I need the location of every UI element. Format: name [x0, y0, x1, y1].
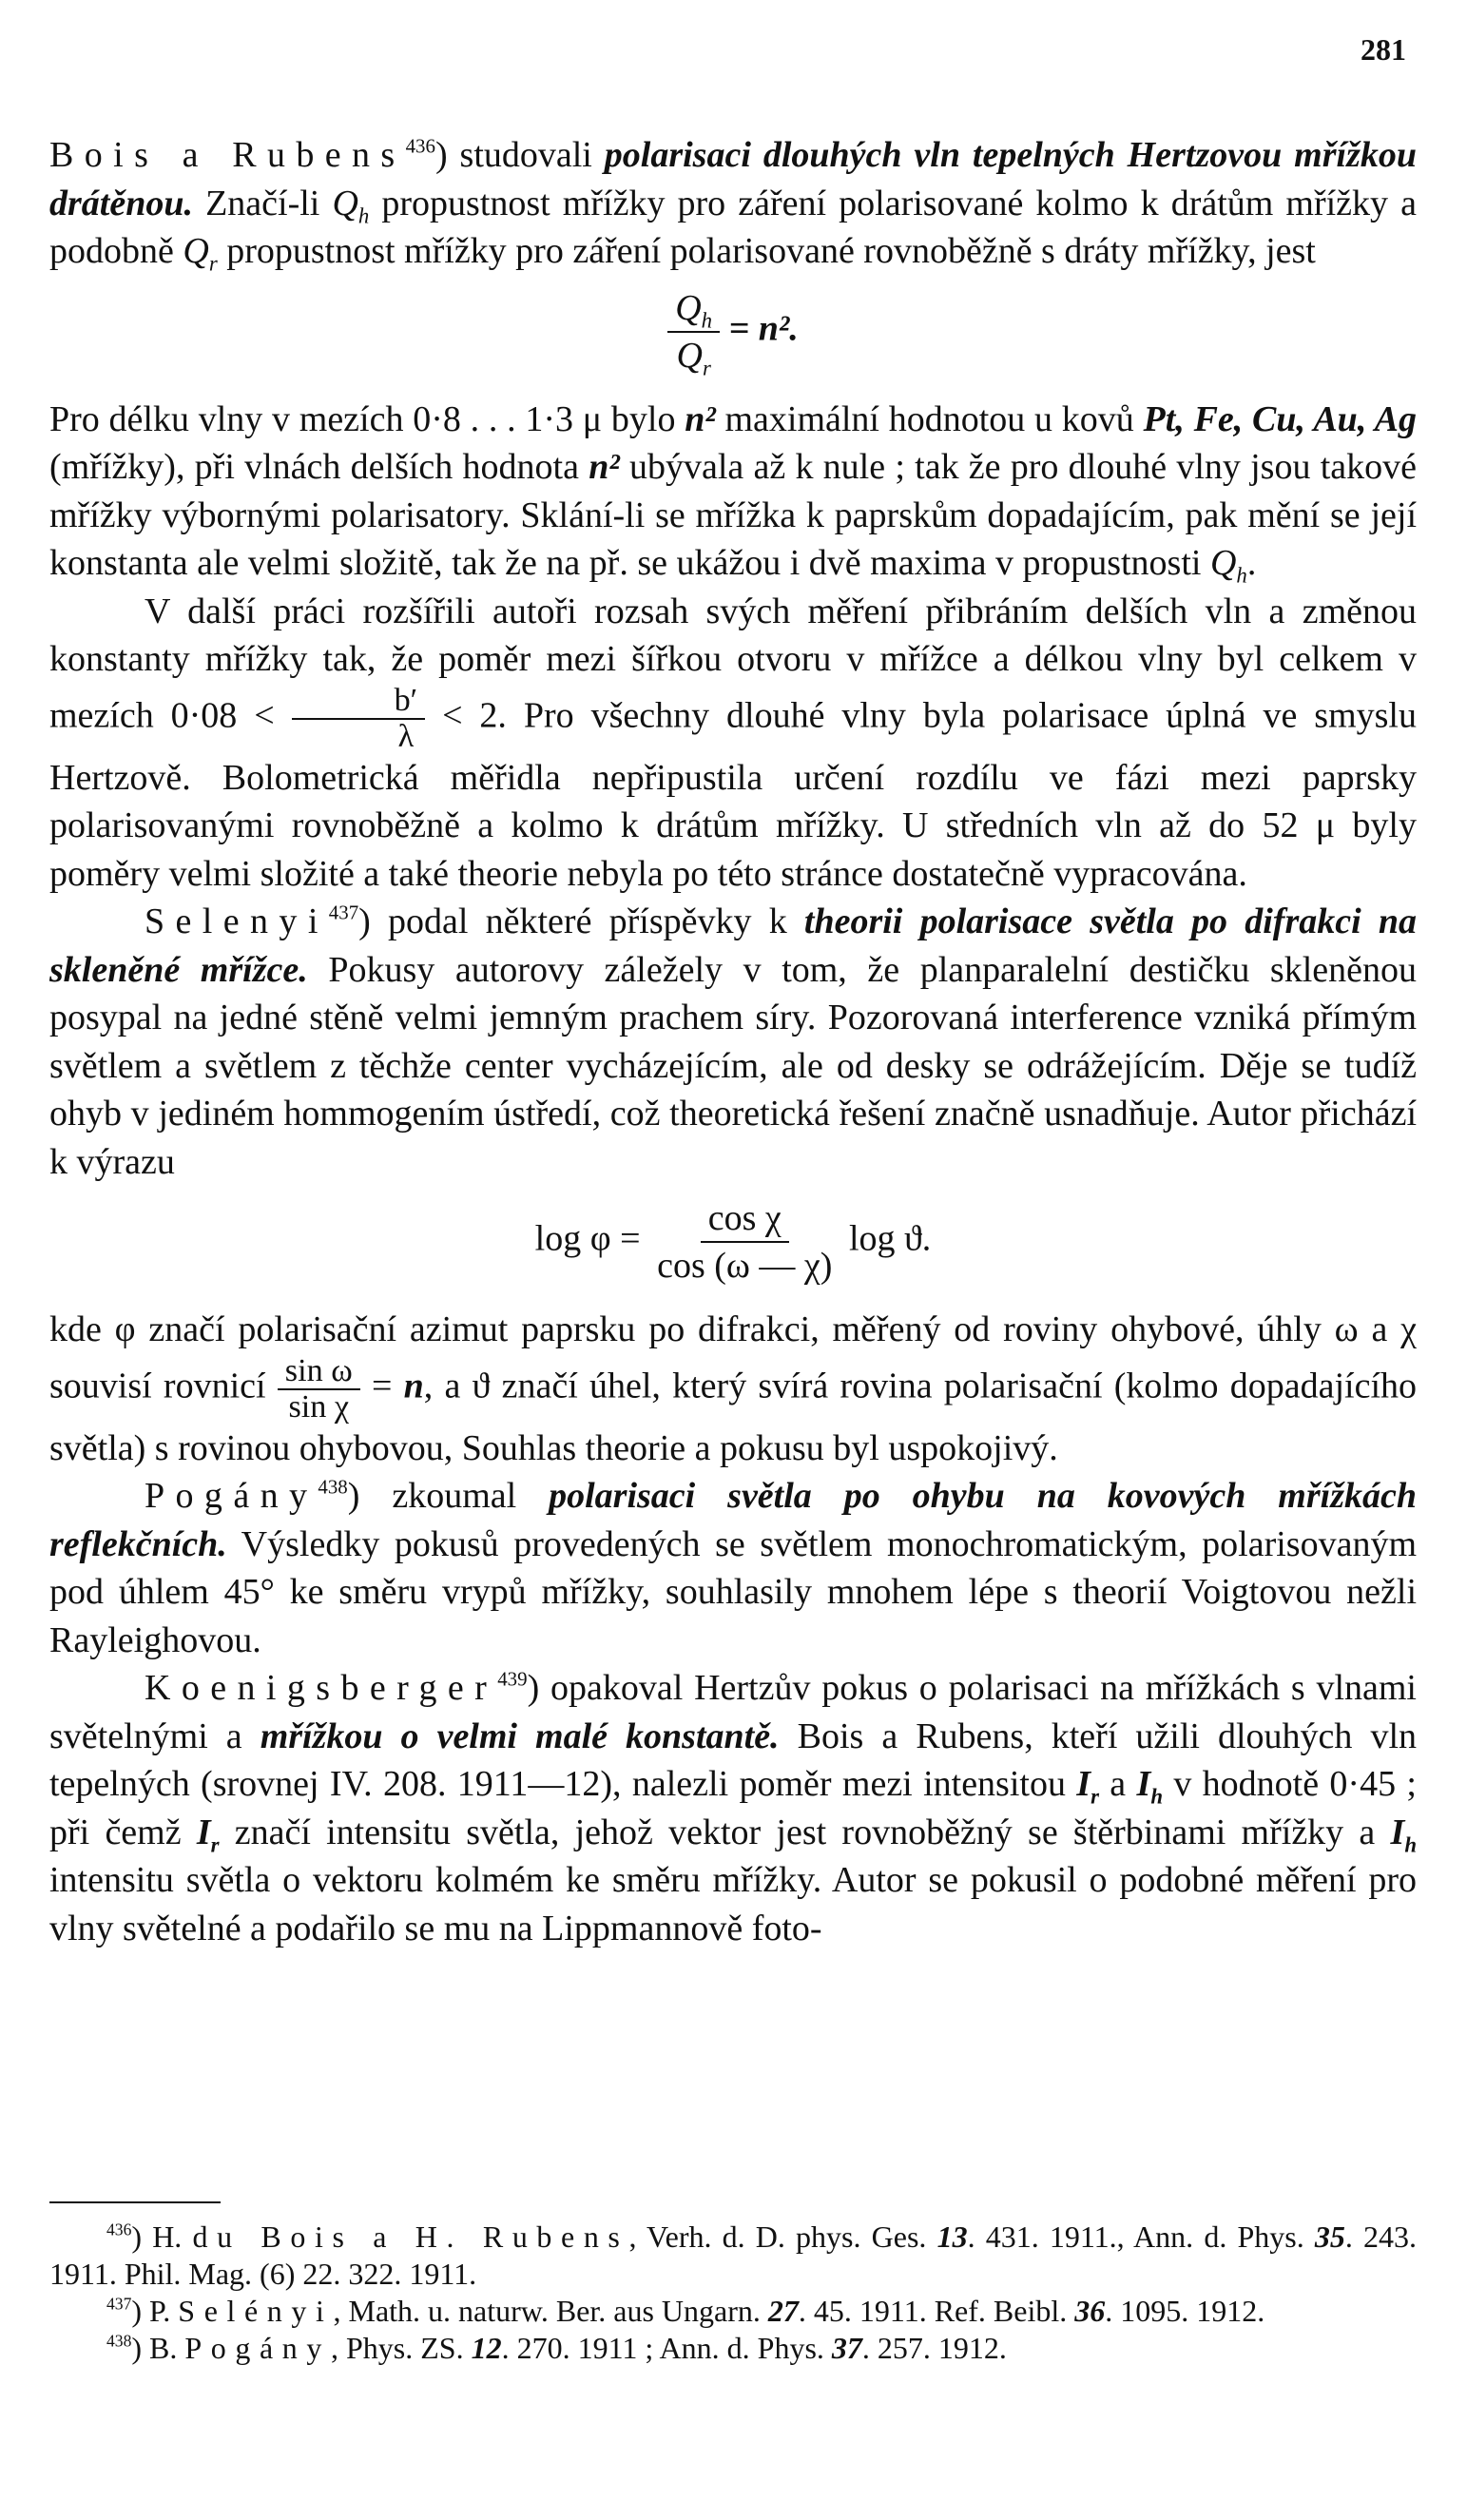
text-run: Výsledky pokusů provedených se světlem monochromatickým, polarisovaným pod úhlem 45° ke směru vrypů mřížky, souhlasily mnohem lépe s theorií Voigtovou nežli Rayleighovou. [49, 1523, 1417, 1660]
numerator-Qh: $Q_h$ [675, 287, 713, 333]
paragraph-bois-rubens [49, 131, 1417, 276]
fraction-cos: $\frac{\text{cos χ}}{\cos (\omega — \chi)}$ [649, 1195, 840, 1289]
symbol-Ir: $I_r$ [196, 1812, 220, 1857]
author-name: Pogány [145, 1476, 318, 1516]
text-run: Značí-li [192, 183, 333, 223]
footnote-ref[interactable]: 436 [405, 134, 435, 158]
paragraph-further-work [49, 588, 1417, 899]
author-name: Koenigsberger [145, 1668, 498, 1708]
metals-list: Pt, Fe, Cu, Au, Ag [1143, 398, 1418, 439]
page-number: 281 [1361, 32, 1406, 67]
body-text [49, 131, 1417, 1952]
symbol-n: n [403, 1366, 424, 1406]
equation-transmission-ratio [49, 285, 1417, 378]
text-run: propustnost mřížky pro záření polarisované kolmo k drátům mřížky a podobně [49, 183, 1417, 271]
footnote-436: $^{436}$) H. du Bois a H. Rubens, Verh. d. D. phys. Ges. 13. 431. 1911., Ann. d. Phys. 35. 243. 1911. Phil. Mag. (6) 22. 322. 1911. [49, 2220, 1418, 2291]
title-emphasis: theorii polarisace světla po difrakci na skleněné mřížce. [49, 901, 1417, 990]
text-run: značí intensitu světla, jehož vektor jest rovnoběžný se štěrbinami mřížky a [219, 1812, 1391, 1852]
symbol-n2: n² [685, 398, 716, 439]
title-emphasis: mřížkou o velmi malé konstantě. [260, 1716, 780, 1756]
footnote-number: 438 [106, 2331, 132, 2351]
footnotes [49, 2219, 1417, 2367]
text-run: intensitu světla o vektoru kolmém ke směru mřížky. Autor se pokusil o podobné měření pro vlny světelné a podařilo se mu na Lippmannově foto- [49, 1860, 1417, 1948]
footnote-number: 437 [106, 2294, 132, 2314]
title-emphasis: polarisaci světla po ohybu na kovových mřížkách reflekčních. [49, 1476, 1417, 1564]
paragraph-selenyi [49, 898, 1417, 1186]
text-run: < 2. Pro všechny dlouhé vlny byla polarisace úplná ve smyslu Hertzově. Bolometrická měřidla nepřipustila určení rozdílu ve fázi mezi paprsky polarisovanými rovnoběžně a kolmo k drátům mřížky. U středních vln až do 52 μ byly poměry velmi složité a také theorie nebyla po této stránce dostatečně vypracována. [49, 695, 1417, 894]
footnote-ref[interactable]: 438 [318, 1475, 348, 1499]
symbol-Qr: $Q_r$ [183, 231, 218, 276]
text-run: ubývala až k nule ; tak že pro dlouhé vlny jsou takové mřížky výbornými polarisatory. Sklání-li se mřížka k paprskům dopadajícím, pak mění se její konstanta ale velmi složitě, tak že na př. se ukážou i dvě maxima v propustnosti [49, 447, 1417, 583]
equation-lhs: log φ = [534, 1218, 650, 1259]
text-run: = [359, 1366, 404, 1406]
denominator-Qr: $Q_r$ [676, 335, 711, 380]
fraction-sin: $\frac{\text{sin ω}}{\text{sin χ}}$ [278, 1354, 360, 1425]
text-run: propustnost mřížky pro záření polarisované rovnoběžně s dráty mřížky, jest [217, 231, 1316, 271]
footnote-number: 436 [106, 2220, 132, 2239]
text-run: V další práci rozšířili autoři rozsah svých měření přibráním delších vln a změnou konstanty mřížky tak, že poměr mezi šířkou otvoru v mřížce a délkou vlny byl celkem v mezích 0·08 < [49, 591, 1417, 736]
footnote-divider [49, 2201, 221, 2203]
equation-log-phi [49, 1195, 1417, 1289]
symbol-Qh: $Q_h$ [332, 183, 370, 228]
symbol-Ih: $I_h$ [1136, 1764, 1163, 1809]
footnote-438: $^{438}$) B. Pogány, Phys. ZS. 12. 270. 1911 ; Ann. d. Phys. 37. 257. 1912. [106, 2331, 1007, 2365]
symbol-Qh: $Q_h$ [1209, 543, 1247, 588]
fraction-b-lambda: $\frac{b'}{\lambda}$ [292, 684, 426, 754]
text-run: Pro délku vlny v mezích 0·8 . . . 1·3 μ bylo [49, 398, 685, 439]
text-run: ) studovali [434, 135, 605, 175]
text-run: , a ϑ značí úhel, který svírá rovina polarisační (kolmo dopadajícího světla) s rovinou ohybovou, Souhlas theorie a pokusu byl uspokojivý. [49, 1366, 1417, 1468]
text-run: (mřížky), při vlnách delších hodnota [49, 447, 589, 487]
footnote-author: Selényi [178, 2294, 334, 2328]
footnote-ref[interactable]: 437 [328, 901, 359, 924]
footnote-author: Pogány [184, 2331, 331, 2365]
author-name: Bois a Rubens [49, 135, 406, 175]
text-run: a [1098, 1764, 1137, 1804]
text-run: kde φ značí polarisační azimut paprsku po difrakci, měřený od roviny ohybové, úhly ω a χ souvisí rovnicí [49, 1309, 1417, 1406]
paragraph-azimuth [49, 1306, 1417, 1472]
paragraph-metals [49, 396, 1417, 588]
text-run: ) opakoval Hertzův pokus o polarisaci na mřížkách s vlnami světelnými a [49, 1668, 1417, 1756]
equation-rhs: = n². [720, 308, 799, 349]
text-run: Bois a Rubens, kteří užili dlouhých vln tepelných (srovnej IV. 208. 1911—12), nalezli poměr mezi intensitou [49, 1716, 1417, 1804]
equation-rhs: log ϑ. [840, 1218, 932, 1259]
text-run: ) podal některé příspěvky k [358, 901, 804, 941]
paragraph-koenigsberger [49, 1664, 1417, 1952]
symbol-Ir: $I_r$ [1076, 1764, 1099, 1809]
text-run: maximální hodnotou u kovů [715, 398, 1144, 439]
paragraph-pogany [49, 1472, 1417, 1664]
symbol-n2: n² [589, 447, 620, 487]
text-run: Pokusy autorovy záležely v tom, že planparalelní destičku skleněnou posypal na jedné stěně velmi jemným prachem síry. Pozorovaná interference vzniká přímým světlem a světlem z těchže center vycházejícím, ale od desky se odrážejícím. Děje se tudíž ohyb v jediném hommogením ústředí, což theoretická řešení značně usnadňuje. Autor přichází k výrazu [49, 949, 1418, 1182]
text-run: v hodnotě 0·45 ; při čemž [49, 1764, 1417, 1852]
footnote-ref[interactable]: 439 [497, 1667, 528, 1691]
footnote-437: $^{437}$) P. Selényi, Math. u. naturw. Ber. aus Ungarn. 27. 45. 1911. Ref. Beibl. 36. 1095. 1912. [106, 2294, 1265, 2328]
author-name: Selenyi [145, 901, 329, 941]
text-run: ) zkoumal [347, 1476, 550, 1516]
footnote-authors: du Bois a H. Rubens [192, 2220, 629, 2254]
title-emphasis: polarisaci dlouhých vln tepelných Hertzovou mřížkou drátěnou. [49, 135, 1417, 223]
text-run: . [1246, 543, 1257, 583]
fraction [667, 285, 720, 378]
symbol-Ih: $I_h$ [1390, 1812, 1417, 1857]
